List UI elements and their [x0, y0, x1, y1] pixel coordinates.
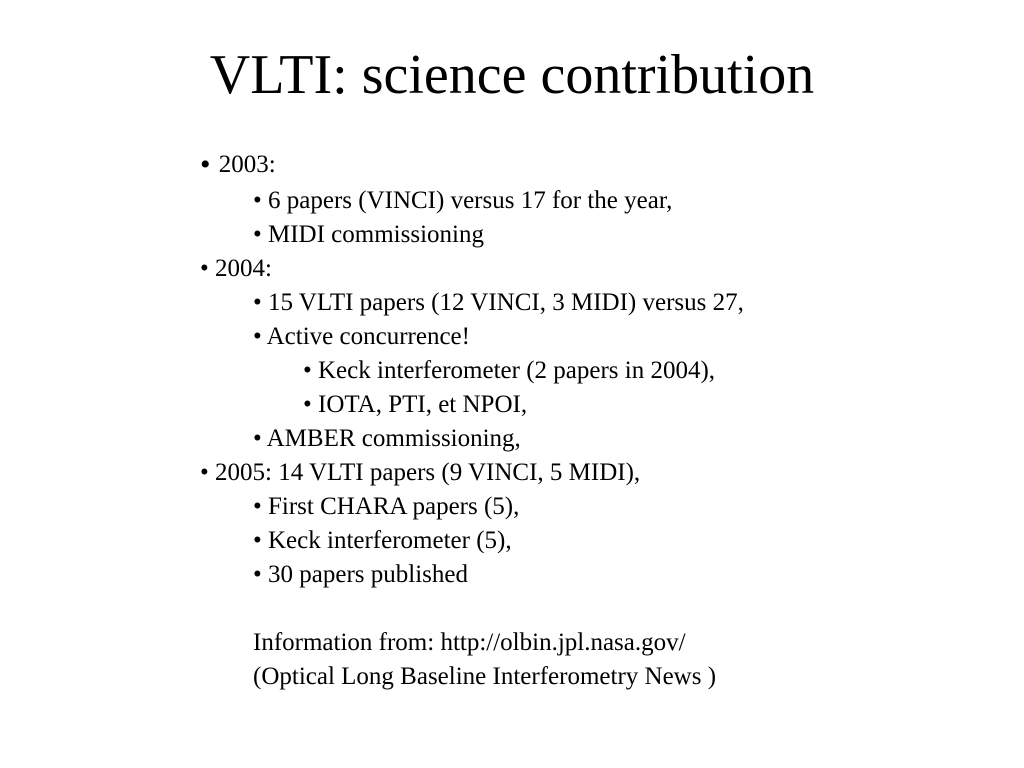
info-source-note: (Optical Long Baseline Interferometry News ): [253, 663, 717, 690]
list-item-2005: • 2005: 14 VLTI papers (9 VINCI, 5 MIDI),: [200, 459, 641, 486]
slide-title: VLTI: science contribution: [209, 44, 815, 106]
list-item: • First CHARA papers (5),: [253, 493, 520, 520]
list-item: • 6 papers (VINCI) versus 17 for the year,: [253, 187, 673, 214]
list-item: • Keck interferometer (2 papers in 2004),: [303, 357, 716, 384]
list-item: • AMBER commissioning,: [253, 425, 521, 452]
list-item: • 30 papers published: [253, 561, 468, 588]
bullet-icon: •: [200, 148, 211, 181]
info-source-line: Information from: http://olbin.jpl.nasa.gov/: [253, 629, 686, 656]
list-item: • 15 VLTI papers (12 VINCI, 3 MIDI) versus 27,: [253, 289, 744, 316]
list-item: • Active concurrence!: [253, 323, 470, 350]
list-item: • Keck interferometer (5),: [253, 527, 512, 554]
list-item-text: 2003:: [218, 151, 276, 178]
list-item: • IOTA, PTI, et NPOI,: [303, 391, 528, 418]
list-item-2004: • 2004:: [200, 255, 272, 282]
list-item: • MIDI commissioning: [253, 221, 484, 248]
list-item-2003: [200, 148, 276, 182]
